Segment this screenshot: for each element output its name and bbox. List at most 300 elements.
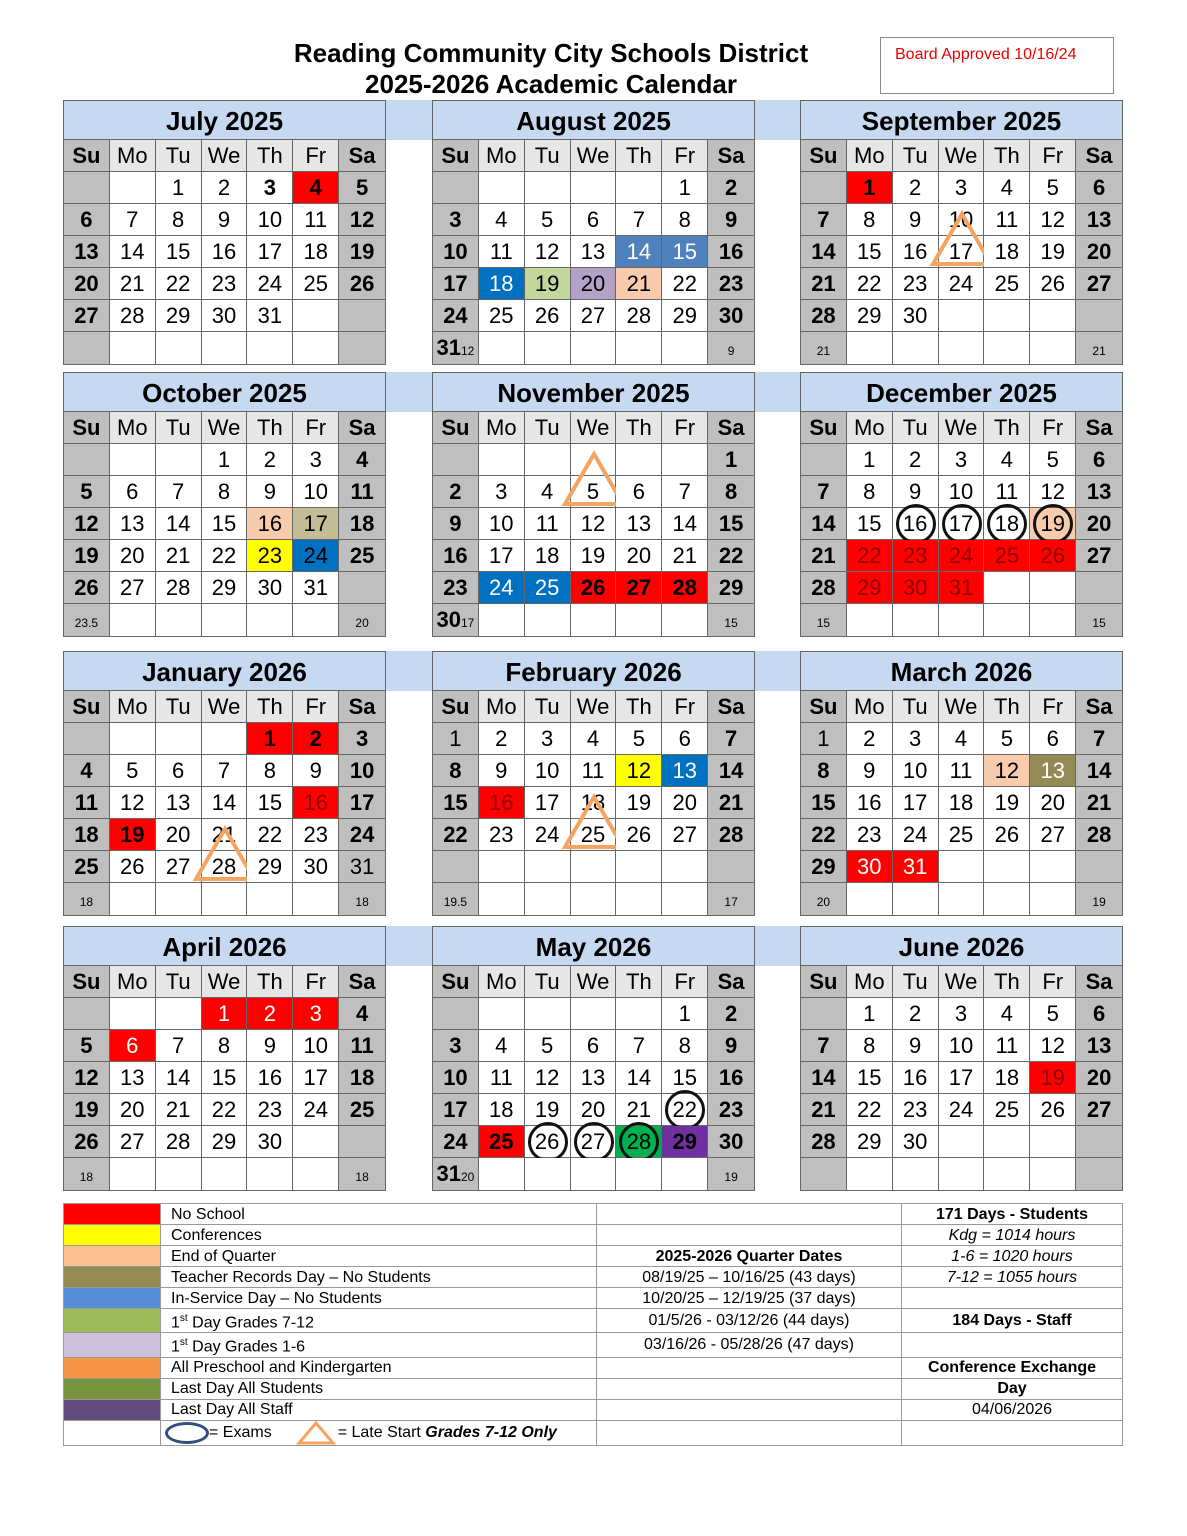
day-cell <box>525 755 571 787</box>
weekday-label: Fr <box>1030 412 1076 444</box>
day-cell <box>64 787 110 819</box>
day-cell <box>1076 1030 1122 1062</box>
day-number: 1 <box>724 447 738 472</box>
day-number: 16 <box>718 239 744 264</box>
week-row <box>433 1062 754 1094</box>
month-title: August 2025 <box>433 101 754 140</box>
summary-cell: 1-6 = 1020 hours <box>902 1246 1123 1267</box>
day-number: 26 <box>534 1129 560 1154</box>
day-cell <box>1076 540 1122 572</box>
day-number: 8 <box>449 758 462 783</box>
empty-cell <box>984 332 1030 364</box>
month-title: November 2025 <box>433 373 754 412</box>
day-cell <box>433 1158 479 1190</box>
day-cell <box>110 508 156 540</box>
day-cell <box>616 476 662 508</box>
day-count-cell <box>64 883 110 915</box>
empty-cell <box>156 723 202 755</box>
day-cell <box>339 204 385 236</box>
week-row <box>801 444 1122 476</box>
day-cell <box>662 755 708 787</box>
month-title: September 2025 <box>801 101 1122 140</box>
day-number: 2 <box>909 447 922 472</box>
day-cell <box>801 723 847 755</box>
weekday-label: Su <box>64 140 110 172</box>
day-number: 10 <box>948 1033 974 1058</box>
day-cell <box>479 236 525 268</box>
day-cell <box>247 204 293 236</box>
day-cell <box>984 204 1030 236</box>
day-number: 17 <box>489 543 514 568</box>
empty-cell <box>939 1158 985 1190</box>
weekday-label: We <box>202 140 248 172</box>
day-number: 16 <box>902 511 928 536</box>
day-number: 13 <box>165 790 191 815</box>
week-row <box>433 508 754 540</box>
month-january-2026 <box>63 651 386 916</box>
legend-color-swatch <box>64 1204 161 1225</box>
day-number: 9 <box>263 479 276 504</box>
day-cell <box>339 723 385 755</box>
day-number: 1 <box>217 1001 231 1026</box>
week-row <box>801 755 1122 787</box>
day-cell <box>433 1094 479 1126</box>
summary-cell: 184 Days - Staff <box>902 1309 1123 1333</box>
legend-row <box>64 1420 1123 1445</box>
day-number: 6 <box>1046 726 1059 751</box>
empty-cell <box>1076 851 1122 883</box>
day-cell <box>571 1062 617 1094</box>
day-number: 14 <box>811 511 836 536</box>
month-title: October 2025 <box>64 373 385 412</box>
day-number: 17 <box>443 271 468 296</box>
day-cell <box>479 755 525 787</box>
legend-color-swatch <box>64 1267 161 1288</box>
day-number: 27 <box>1086 1097 1112 1122</box>
day-number: 30 <box>303 854 328 879</box>
day-cell <box>339 236 385 268</box>
exams-label: = Exams <box>209 1423 272 1441</box>
day-cell <box>939 998 985 1030</box>
month-title: January 2026 <box>64 652 385 691</box>
day-number: 5 <box>80 479 93 504</box>
legend-symbols <box>161 1420 597 1445</box>
day-cell <box>64 1030 110 1062</box>
day-number: 13 <box>1086 207 1112 232</box>
weekday-label: Su <box>64 966 110 998</box>
day-cell <box>1076 268 1122 300</box>
empty-cell <box>571 172 617 204</box>
legend-label: End of Quarter <box>161 1246 597 1267</box>
day-number: 15 <box>257 790 283 815</box>
day-number: 23 <box>902 1097 928 1122</box>
empty-cell <box>984 851 1030 883</box>
day-number: 13 <box>1040 758 1065 783</box>
empty-cell <box>202 723 248 755</box>
weekday-header-row <box>64 140 385 172</box>
day-number: 12 <box>534 239 560 264</box>
day-number: 21 <box>211 822 237 847</box>
day-number: 28 <box>120 303 145 328</box>
day-cell <box>479 508 525 540</box>
day-cell <box>1076 204 1122 236</box>
day-cell <box>616 723 662 755</box>
week-row <box>801 572 1122 604</box>
day-cell <box>525 819 571 851</box>
week-row <box>801 236 1122 268</box>
legend-color-swatch <box>64 1288 161 1309</box>
day-cell <box>847 1094 893 1126</box>
day-cell <box>1030 444 1076 476</box>
day-number: 30 <box>718 1129 744 1154</box>
day-cell <box>847 268 893 300</box>
day-number: 31 <box>349 854 375 879</box>
weekday-label: Tu <box>525 140 571 172</box>
day-number: 7 <box>172 479 185 504</box>
day-cell <box>893 787 939 819</box>
empty-cell <box>1076 300 1122 332</box>
weekday-label: Fr <box>1030 691 1076 723</box>
day-number: 7 <box>632 207 645 232</box>
day-number: 15 <box>443 790 468 815</box>
week-row <box>801 1094 1122 1126</box>
weekday-label: Th <box>247 412 293 444</box>
day-number: 10 <box>257 207 283 232</box>
day-number: 12 <box>626 758 652 783</box>
board-approved-box: Board Approved 10/16/24 <box>880 37 1114 94</box>
day-number: 28 <box>626 303 652 328</box>
day-cell <box>1076 508 1122 540</box>
day-number: 19 <box>120 822 145 847</box>
school-day-count: 18 <box>79 895 94 909</box>
empty-cell <box>293 1158 339 1190</box>
week-row <box>433 851 754 883</box>
day-number: 12 <box>580 511 606 536</box>
weekday-label: Sa <box>1076 966 1122 998</box>
empty-cell <box>662 604 708 636</box>
weekday-label: Th <box>616 140 662 172</box>
day-number: 24 <box>534 822 560 847</box>
day-cell <box>939 787 985 819</box>
day-cell <box>156 268 202 300</box>
day-cell <box>433 755 479 787</box>
day-number: 23 <box>902 543 928 568</box>
day-number: 8 <box>863 479 876 504</box>
week-row <box>801 204 1122 236</box>
day-number: 18 <box>948 790 974 815</box>
empty-cell <box>479 332 525 364</box>
day-cell <box>293 444 339 476</box>
day-cell <box>662 1126 708 1158</box>
legend-row <box>64 1357 1123 1378</box>
day-number: 5 <box>586 479 600 504</box>
day-cell <box>64 300 110 332</box>
weekday-label: Mo <box>479 140 525 172</box>
weekday-label: Mo <box>479 691 525 723</box>
day-cell <box>1076 755 1122 787</box>
day-number: 9 <box>909 479 922 504</box>
empty-cell <box>1030 851 1076 883</box>
day-number: 22 <box>165 271 191 296</box>
day-number: 19 <box>349 239 375 264</box>
day-cell <box>1030 172 1076 204</box>
day-cell <box>202 540 248 572</box>
day-cell <box>893 476 939 508</box>
empty-cell <box>110 444 156 476</box>
empty-cell <box>64 332 110 364</box>
day-number: 26 <box>534 303 560 328</box>
day-count-cell <box>1076 332 1122 364</box>
day-number: 3 <box>541 726 554 751</box>
day-count-cell <box>64 604 110 636</box>
day-cell <box>293 572 339 604</box>
empty-cell <box>984 883 1030 915</box>
legend-blank <box>597 1225 902 1246</box>
day-number: 28 <box>626 1129 652 1154</box>
week-row <box>801 300 1122 332</box>
legend-color-swatch <box>64 1309 161 1333</box>
day-number: 14 <box>672 511 697 536</box>
empty-cell <box>525 998 571 1030</box>
day-number: 20 <box>672 790 697 815</box>
day-number: 2 <box>495 726 508 751</box>
legend-blank <box>597 1378 902 1399</box>
day-cell <box>662 723 708 755</box>
empty-cell <box>571 444 617 476</box>
day-cell <box>110 572 156 604</box>
weekday-header-row <box>433 140 754 172</box>
day-number: 26 <box>580 575 606 600</box>
day-number: 5 <box>126 758 139 783</box>
day-number: 9 <box>724 207 738 232</box>
day-number: 7 <box>126 207 139 232</box>
day-cell <box>433 604 479 636</box>
week-row <box>801 268 1122 300</box>
day-number: 29 <box>672 1129 697 1154</box>
day-cell <box>64 572 110 604</box>
day-cell <box>984 236 1030 268</box>
day-number: 1 <box>449 726 462 751</box>
day-number: 27 <box>1086 271 1112 296</box>
week-row <box>64 204 385 236</box>
school-day-count: 12 <box>460 344 475 358</box>
day-number: 27 <box>165 854 191 879</box>
day-cell <box>1030 268 1076 300</box>
weekday-label: Su <box>801 412 847 444</box>
day-cell <box>939 540 985 572</box>
weekday-label: Sa <box>339 966 385 998</box>
day-cell <box>202 172 248 204</box>
day-cell <box>616 204 662 236</box>
weekday-label: We <box>571 691 617 723</box>
day-number: 22 <box>672 1097 697 1122</box>
day-number: 15 <box>857 511 882 536</box>
empty-cell <box>202 883 248 915</box>
empty-cell <box>984 604 1030 636</box>
day-number: 9 <box>909 207 922 232</box>
day-number: 21 <box>1086 790 1112 815</box>
weekday-label: Su <box>433 691 479 723</box>
week-row <box>433 540 754 572</box>
day-number: 25 <box>994 1097 1020 1122</box>
month-september-2025 <box>800 100 1123 365</box>
day-cell <box>616 508 662 540</box>
weekday-label: Sa <box>339 691 385 723</box>
day-number: 27 <box>74 303 99 328</box>
day-cell <box>110 300 156 332</box>
day-number: 26 <box>1040 271 1065 296</box>
day-cell <box>708 1094 754 1126</box>
legend-blank <box>64 1420 161 1445</box>
day-number: 3 <box>909 726 922 751</box>
month-title: July 2025 <box>64 101 385 140</box>
weekday-label: Th <box>616 691 662 723</box>
day-number: 4 <box>541 479 554 504</box>
day-number: 23 <box>718 1097 744 1122</box>
day-number: 20 <box>120 543 145 568</box>
day-number: 22 <box>857 543 882 568</box>
day-cell <box>64 236 110 268</box>
empty-cell <box>1030 1158 1076 1190</box>
day-number: 20 <box>1086 511 1112 536</box>
day-number: 19 <box>74 1097 99 1122</box>
day-number: 8 <box>678 207 691 232</box>
day-number: 4 <box>1000 447 1013 472</box>
day-cell <box>662 476 708 508</box>
day-cell <box>893 851 939 883</box>
day-cell <box>939 444 985 476</box>
day-cell <box>156 300 202 332</box>
day-number: 16 <box>902 1065 928 1090</box>
day-number: 10 <box>948 207 974 232</box>
day-cell <box>479 540 525 572</box>
legend-color-swatch <box>64 1225 161 1246</box>
day-cell <box>571 723 617 755</box>
day-cell <box>479 572 525 604</box>
week-row <box>64 1062 385 1094</box>
day-number: 30 <box>257 1129 283 1154</box>
empty-cell <box>939 883 985 915</box>
empty-cell <box>156 444 202 476</box>
weekday-label: Tu <box>156 691 202 723</box>
day-cell <box>571 204 617 236</box>
day-number: 30 <box>257 575 283 600</box>
day-number: 25 <box>580 822 606 847</box>
day-number: 6 <box>678 726 691 751</box>
empty-cell <box>662 444 708 476</box>
day-cell <box>616 572 662 604</box>
day-number: 20 <box>1040 790 1065 815</box>
day-number: 11 <box>489 239 513 264</box>
empty-cell <box>156 883 202 915</box>
empty-cell <box>893 883 939 915</box>
week-row <box>64 540 385 572</box>
week-row <box>433 883 754 915</box>
week-row <box>801 851 1122 883</box>
day-number: 14 <box>626 1065 652 1090</box>
day-cell <box>156 508 202 540</box>
day-number: 9 <box>495 758 508 783</box>
day-number: 30 <box>211 303 237 328</box>
weekday-label: Tu <box>156 966 202 998</box>
empty-cell <box>616 332 662 364</box>
day-number: 2 <box>724 1001 738 1026</box>
day-number: 27 <box>626 575 652 600</box>
weekday-label: Mo <box>847 691 893 723</box>
day-number: 17 <box>534 790 560 815</box>
empty-cell <box>64 723 110 755</box>
day-number: 3 <box>495 479 508 504</box>
day-cell <box>708 476 754 508</box>
empty-cell <box>110 998 156 1030</box>
day-number: 3 <box>954 1001 968 1026</box>
day-number: 15 <box>672 1065 697 1090</box>
day-cell <box>984 755 1030 787</box>
empty-cell <box>293 883 339 915</box>
day-cell <box>847 1126 893 1158</box>
day-number: 4 <box>586 726 600 751</box>
day-number: 4 <box>495 1033 508 1058</box>
empty-cell <box>1030 1126 1076 1158</box>
day-number: 7 <box>817 479 830 504</box>
late-start-grades: Grades 7-12 Only <box>425 1423 557 1441</box>
day-cell <box>708 787 754 819</box>
day-number: 17 <box>902 790 928 815</box>
day-number: 28 <box>672 575 697 600</box>
school-day-count: 20 <box>460 1170 475 1184</box>
legend-color-swatch <box>64 1357 161 1378</box>
day-cell <box>202 236 248 268</box>
day-number: 31 <box>436 335 461 360</box>
day-cell <box>616 819 662 851</box>
day-cell <box>64 1062 110 1094</box>
week-row <box>64 1126 385 1158</box>
school-day-count: 15 <box>724 616 738 630</box>
day-number: 19 <box>1040 239 1065 264</box>
day-cell <box>847 236 893 268</box>
day-cell <box>571 476 617 508</box>
day-number: 29 <box>857 303 882 328</box>
day-cell <box>479 819 525 851</box>
day-cell <box>339 755 385 787</box>
day-cell <box>247 300 293 332</box>
day-cell <box>616 236 662 268</box>
month-title: March 2026 <box>801 652 1122 691</box>
day-number: 7 <box>172 1033 185 1058</box>
legend-ordinal: 1 <box>171 1338 180 1356</box>
weekday-label: Fr <box>662 691 708 723</box>
day-cell <box>939 508 985 540</box>
weekday-label: Tu <box>156 412 202 444</box>
day-cell <box>339 998 385 1030</box>
day-number: 9 <box>309 758 322 783</box>
day-number: 3 <box>263 175 276 200</box>
day-cell <box>801 204 847 236</box>
day-number: 3 <box>309 447 322 472</box>
day-number: 11 <box>995 1033 1019 1058</box>
day-number: 3 <box>449 207 462 232</box>
week-row <box>64 998 385 1030</box>
day-number: 30 <box>718 303 744 328</box>
day-cell <box>433 236 479 268</box>
day-number: 23 <box>443 575 468 600</box>
empty-cell <box>247 883 293 915</box>
empty-cell <box>616 444 662 476</box>
day-cell <box>616 755 662 787</box>
day-cell <box>1030 755 1076 787</box>
day-cell <box>293 851 339 883</box>
day-cell <box>247 1062 293 1094</box>
